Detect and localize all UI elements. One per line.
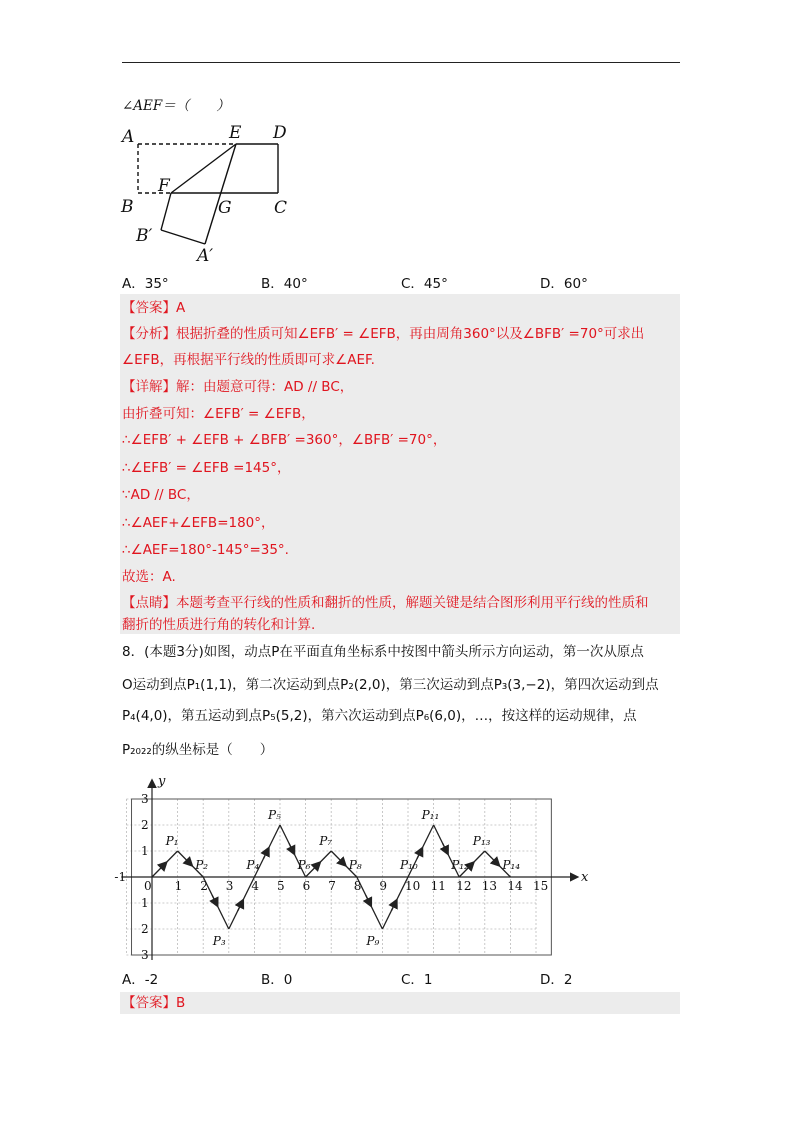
label-D: D: [273, 123, 287, 143]
q7-analysis-2: ∠EFB，再根据平行线的性质即可求∠AEF.: [122, 352, 375, 368]
x-tick-label: 11: [430, 879, 446, 893]
x-tick-label: 15: [533, 879, 549, 893]
y-tick-label: 1: [141, 896, 149, 910]
segment-FBp: [161, 193, 171, 230]
q7-analysis-1: 【分析】根据折叠的性质可知∠EFB′ = ∠EFB，再由周角360°以及∠BFB′ =70°可求出: [122, 326, 645, 342]
label-E: E: [229, 123, 242, 143]
label-G: G: [218, 198, 232, 218]
point-label: P₄: [246, 858, 260, 872]
point-label: P₇: [319, 834, 333, 848]
direction-arrow: [366, 895, 371, 905]
y-axis-label: y: [158, 773, 166, 789]
segment-ApE: [205, 144, 236, 244]
y-tick-label: 2: [141, 922, 149, 936]
segment-BpAp: [161, 230, 205, 244]
direction-arrow: [161, 863, 166, 868]
x-tick-label: 4: [251, 879, 260, 893]
q7-detail-4: ∴∠EFB′ = ∠EFB =145°，: [122, 460, 291, 476]
direction-arrow: [494, 860, 499, 865]
direction-arrow: [340, 860, 345, 865]
option-d: D．2: [540, 972, 573, 988]
q7-detail-7: ∴∠AEF=180°-145°=35°.: [122, 542, 289, 558]
direction-arrow: [212, 895, 217, 905]
q7-detail-6: ∴∠AEF+∠EFB=180°，: [122, 515, 275, 531]
point-label: P₁₄: [502, 858, 521, 872]
x-tick-label: 3: [225, 879, 234, 893]
x-tick-label: 5: [277, 879, 285, 893]
q8-line-4: P₂₀₂₂的纵坐标是（ ）: [122, 742, 274, 758]
option-c: C．45°: [401, 276, 448, 292]
point-label: P₈: [348, 858, 362, 872]
direction-arrow: [315, 863, 320, 868]
x-tick-label: 6: [302, 879, 311, 893]
graph-labels: [114, 774, 589, 960]
q7-comment-2: 翻折的性质进行角的转化和计算.: [122, 617, 316, 633]
label-F: F: [158, 176, 170, 196]
direction-arrow: [238, 900, 243, 910]
q8-answer: 【答案】B: [122, 995, 186, 1011]
x-tick-label: 2: [200, 879, 208, 893]
header-rule: [122, 62, 680, 63]
label-A: A: [122, 127, 135, 147]
direction-arrow: [263, 848, 268, 858]
x-axis-label: x: [580, 870, 589, 885]
direction-arrow: [443, 843, 448, 853]
option-b: B．40°: [261, 276, 308, 292]
origin-label: 0: [144, 879, 152, 893]
x-tick-label: 10: [405, 879, 421, 893]
q8-line-3: P₄(4,0)，第五运动到点P₅(5,2)，第六次运动到点P₆(6,0)，…，按这样的运动规律，点: [122, 708, 637, 724]
y-tick-label: 1: [141, 844, 149, 858]
segment-EF: [171, 144, 236, 193]
direction-arrow: [391, 900, 396, 910]
q7-detail-1: 【详解】解：由题意可得：AD // BC，: [122, 379, 354, 395]
q7-detail-3: ∴∠EFB′ + ∠EFB + ∠BFB′ =360°，∠BFB′ =70°，: [122, 432, 447, 448]
option-a: A．35°: [122, 276, 169, 292]
option-d: D．60°: [540, 276, 588, 292]
x-tick-label: 8: [353, 879, 362, 893]
q8-line-1: 8．(本题3分)如图，动点P在平面直角坐标系中按图中箭头所示方向运动，第一次从原点: [122, 644, 644, 660]
x-tick-label: 12: [456, 879, 472, 893]
x-tick-label: 9: [379, 879, 388, 893]
option-b: B．0: [261, 972, 293, 988]
x-tick-label: 13: [481, 879, 498, 893]
q7-answer: 【答案】A: [122, 300, 186, 316]
q7-stem-tail: ∠AEF＝（ ）: [122, 98, 230, 114]
point-label: P₆: [297, 858, 311, 872]
x-tick-label: 1: [174, 879, 183, 893]
x-tick-label: -1: [114, 870, 127, 884]
y-tick-label: 2: [141, 818, 149, 832]
point-label: P₁₃: [472, 834, 491, 848]
x-tick-label: 14: [507, 879, 523, 893]
y-tick-label: 3: [141, 948, 149, 960]
q8-solution-box: [120, 992, 680, 1014]
point-label: P₅: [268, 808, 281, 822]
label-Bp: B′: [136, 226, 153, 246]
point-label: P₉: [366, 934, 380, 948]
q7-comment-1: 【点睛】本题考查平行线的性质和翻折的性质，解题关键是结合图形利用平行线的性质和: [122, 595, 649, 611]
direction-arrow: [417, 848, 422, 858]
point-label: P₁₀: [400, 858, 418, 872]
direction-arrow: [468, 863, 473, 868]
y-tick-label: 3: [141, 792, 149, 806]
direction-arrow: [187, 860, 192, 865]
point-label: P₂: [195, 858, 209, 872]
point-label: P₁₂: [451, 858, 469, 872]
q8-coordinate-graph: [110, 770, 590, 960]
q7-detail-2: 由折叠可知：∠EFB′ = ∠EFB，: [122, 406, 315, 422]
point-label: P₃: [212, 934, 226, 948]
q8-line-2: O运动到点P₁(1,1)，第二次运动到点P₂(2,0)，第三次运动到点P₃(3,−2)，第四次运动到点: [122, 677, 659, 693]
point-label: P₁₁: [421, 808, 440, 822]
label-Ap: A′: [197, 246, 214, 266]
label-C: C: [274, 198, 288, 218]
option-c: C．1: [401, 972, 433, 988]
label-B: B: [121, 197, 134, 217]
option-a: A．-2: [122, 972, 159, 988]
x-tick-label: 7: [328, 879, 336, 893]
direction-arrow: [289, 843, 294, 853]
q7-fold-figure: [118, 118, 308, 268]
point-label: P₁: [165, 834, 179, 848]
q7-detail-5: ∵AD // BC，: [122, 487, 200, 503]
q7-choose: 故选：A.: [122, 569, 176, 585]
